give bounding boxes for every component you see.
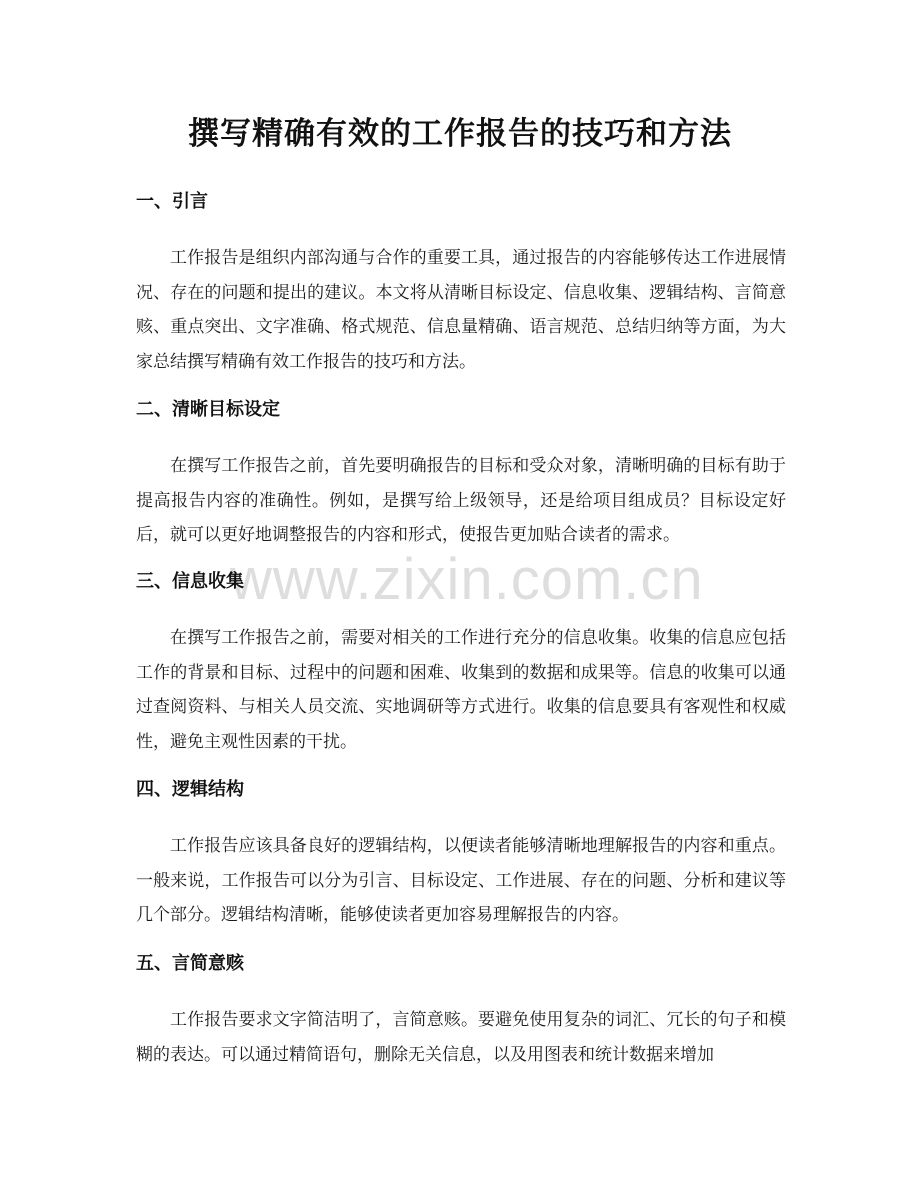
- section-paragraph: 工作报告要求文字简洁明了，言简意赅。要避免使用复杂的词汇、冗长的句子和模糊的表达。可以通过精简语句，删除无关信息，以及用图表和统计数据来增加: [136, 1010, 786, 1065]
- section-logical-structure: [136, 776, 786, 933]
- section-heading: 五、言简意赅: [136, 953, 244, 974]
- section-paragraph: 工作报告是组织内部沟通与合作的重要工具，通过报告的内容能够传达工作进展情况、存在的问题和提出的建议。本文将从清晰目标设定、信息收集、逻辑结构、言简意赅、重点突出、文字准确、格式规范、信息量精确、语言规范、总结归纳等方面，为大家总结撰写精确有效工作报告的技巧和方法。: [136, 248, 786, 372]
- section-heading: 四、逻辑结构: [136, 779, 244, 800]
- site-watermark: www.zixin.com.cn: [230, 547, 704, 612]
- section-heading: 二、清晰目标设定: [136, 399, 280, 420]
- section-paragraph: 在撰写工作报告之前，首先要明确报告的目标和受众对象，清晰明确的目标有助于提高报告内容的准确性。例如，是撰写给上级领导，还是给项目组成员？目标设定好后，就可以更好地调整报告的内容和形式，使报告更加贴合读者的需求。: [136, 456, 786, 545]
- section-introduction: [136, 188, 786, 379]
- section-paragraph: 在撰写工作报告之前，需要对相关的工作进行充分的信息收集。收集的信息应包括工作的背景和目标、过程中的问题和困难、收集到的数据和成果等。信息的收集可以通过查阅资料、与相关人员交流、实地调研等方式进行。收集的信息要具有客观性和权威性，避免主观性因素的干扰。: [136, 628, 786, 752]
- section-paragraph: 工作报告应该具备良好的逻辑结构，以便读者能够清晰地理解报告的内容和重点。一般来说，工作报告可以分为引言、目标设定、工作进展、存在的问题、分析和建议等几个部分。逻辑结构清晰，能够使读者更加容易理解报告的内容。: [136, 836, 786, 925]
- document-title: 撰写精确有效的工作报告的技巧和方法: [188, 116, 732, 152]
- section-clear-goals: [136, 396, 786, 553]
- section-heading: 一、引言: [136, 191, 208, 212]
- section-information-gathering: [136, 568, 786, 759]
- section-concise-wording: [136, 950, 786, 1072]
- section-heading: 三、信息收集: [136, 571, 244, 592]
